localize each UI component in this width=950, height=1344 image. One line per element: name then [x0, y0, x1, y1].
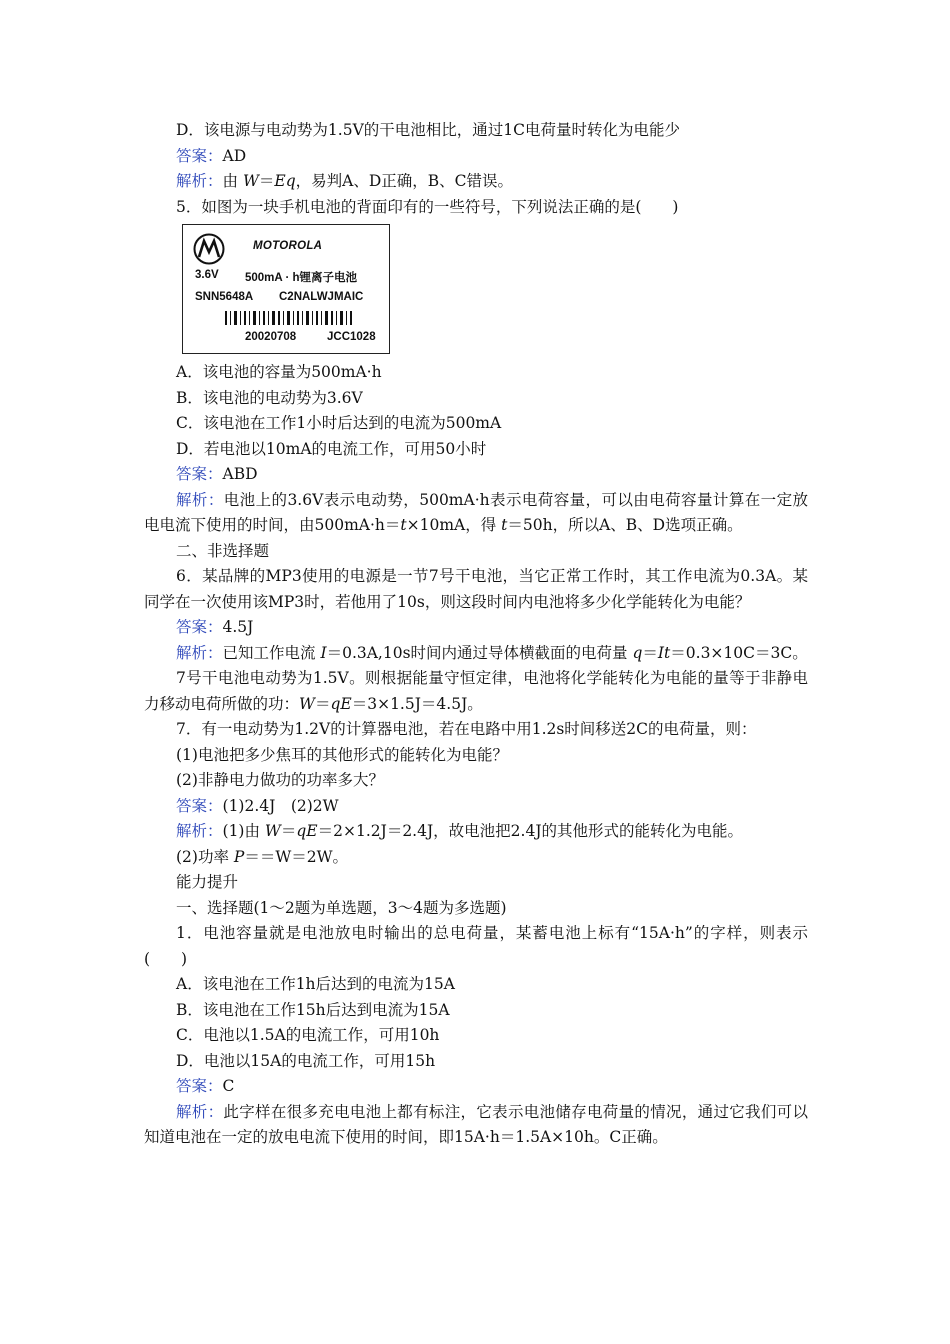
var: P	[233, 847, 245, 866]
text: 由	[222, 172, 243, 190]
q5-answer	[144, 462, 808, 488]
explanation-label: 解析：	[176, 643, 223, 662]
section-heading: 二、非选择题	[176, 541, 270, 560]
text: ＝	[280, 822, 297, 840]
var: W	[264, 822, 281, 840]
label-code: JCC1028	[327, 331, 376, 343]
var: It	[657, 643, 671, 662]
answer-label: 答案：	[176, 146, 223, 165]
q5-option-b: B．该电池的电动势为3.6V	[176, 388, 363, 407]
var: q	[632, 643, 643, 662]
var: Eq	[274, 172, 296, 190]
q5-option-d: D．若电池以10mA的电流工作，可用50小时	[176, 439, 487, 458]
text: ＝0.3×10C＝3C。	[670, 643, 808, 662]
text: (1)由	[222, 822, 265, 840]
q7-answer	[144, 794, 808, 820]
answer-value: C	[222, 1077, 235, 1095]
p1-explanation	[144, 1100, 808, 1151]
text: 已知工作电流	[222, 643, 321, 662]
var: W	[299, 694, 315, 713]
q4-answer	[144, 144, 808, 170]
answer-value: 4.5J	[222, 618, 254, 636]
p1-option-a: A．该电池在工作1h后达到的电流为15A	[176, 975, 455, 993]
q5-explanation	[144, 488, 808, 539]
text: 7号干电池电动势为1.5V。则根据能量守恒定律，电池将化学能转化为电能的量等于非静电力移动电荷所做的功：	[144, 669, 808, 713]
label-capacity: 500mA · h锂离子电池	[245, 272, 358, 284]
var: t	[501, 516, 508, 534]
answer-value: ABD	[222, 465, 258, 483]
label-brand: MOTOROLA	[253, 240, 323, 252]
label-serial: C2NALWJMAIC	[279, 291, 364, 303]
q4-explanation	[144, 169, 808, 195]
q6-answer	[144, 615, 808, 641]
q7-part-2: (2)非静电力做功的功率多大？	[176, 771, 384, 789]
p1-option-c: C．电池以1.5A的电流工作，可用10h	[176, 1026, 440, 1044]
q7-explanation	[144, 819, 808, 845]
text: 此字样在很多充电电池上都有标注，它表示电池储存电荷量的情况，通过它我们可以知道电池在一定的放电电流下使用的时间，即15A·h＝1.5A×10h。C正确。	[144, 1102, 808, 1146]
text: ＝	[314, 694, 331, 713]
p1-option-b: B．该电池在工作15h后达到电流为15A	[176, 1000, 450, 1019]
section-heading: 能力提升	[176, 873, 239, 891]
answer-value: (1)2.4J (2)2W	[222, 796, 339, 815]
text: ＝＝W＝2W。	[244, 847, 349, 866]
explanation-label: 解析：	[176, 1102, 224, 1121]
var: qE	[330, 694, 352, 713]
q6-stem: 6．某品牌的MP3使用的电源是一节7号干电池，当它正常工作时，其工作电流为0.3A。某同学在一次使用该MP3时，若他用了10s，则这段时间内电池将多少化学能转化为电能？	[144, 567, 808, 611]
text: ，易判A、D正确，B、C错误。	[295, 172, 514, 190]
q5-option-c: C．该电池在工作1小时后达到的电流为500mA	[176, 414, 502, 432]
text: (2)功率	[176, 847, 234, 866]
text: ＝3×1.5J＝4.5J。	[351, 694, 483, 713]
motorola-logo-icon	[193, 233, 225, 265]
text: ＝50h，所以A、B、D选项正确。	[507, 516, 743, 534]
text: 电池上的3.6V表示电动势，500mA·h表示电荷容量，可以由电荷容量计算在一定放电电流下使用的时间，由500mA·h＝	[144, 490, 808, 534]
subsection-heading: 一、选择题(1～2题为单选题，3～4题为多选题)	[176, 898, 507, 917]
p1-stem: 1．电池容量就是电池放电时输出的总电荷量，某蓄电池上标有“15A·h”的字样，则表示( )	[144, 924, 808, 968]
answer-label: 答案：	[176, 618, 223, 636]
q5-option-a: A．该电池的容量为500mA·h	[176, 363, 382, 381]
text: ＝	[258, 172, 275, 190]
label-date: 20020708	[245, 331, 297, 343]
answer-label: 答案：	[176, 796, 223, 815]
battery-label-figure	[182, 224, 390, 354]
q5-stem: 5．如图为一块手机电池的背面印有的一些符号，下列说法正确的是( )	[176, 197, 679, 216]
text: ×10mA，得	[406, 516, 502, 534]
q4-option-d: D．该电源与电动势为1.5V的干电池相比，通过1C电荷量时转化为电能少	[176, 121, 680, 139]
text: ＝0.3A,10s时间内通过导体横截面的电荷量	[326, 643, 633, 662]
barcode-icon	[225, 311, 355, 325]
p1-option-d: D．电池以15A的电流工作，可用15h	[176, 1051, 436, 1070]
answer-label: 答案：	[176, 1077, 223, 1095]
q7-part-1: (1)电池把多少焦耳的其他形式的能转化为电能？	[176, 745, 508, 764]
explanation-label: 解析：	[176, 822, 223, 840]
explanation-label: 解析：	[176, 172, 223, 190]
var: t	[400, 516, 407, 534]
label-model: SNN5648A	[195, 291, 254, 303]
answer-label: 答案：	[176, 465, 223, 483]
p1-answer	[144, 1074, 808, 1100]
text: ＝2×1.2J＝2.4J，故电池把2.4J的其他形式的能转化为电能。	[317, 822, 744, 840]
answer-value: AD	[222, 146, 247, 165]
label-voltage: 3.6V	[195, 269, 219, 281]
q6-explanation	[144, 641, 808, 667]
var: W	[242, 172, 259, 190]
document-page	[144, 118, 808, 1151]
q7-stem: 7．有一电动势为1.2V的计算器电池，若在电路中用1.2s时间移送2C的电荷量，则：	[176, 720, 757, 738]
var: I	[320, 643, 327, 662]
q7-explanation-2	[144, 845, 808, 871]
text: ＝	[642, 643, 658, 662]
var: qE	[296, 822, 318, 840]
q6-explanation-2	[144, 666, 808, 717]
explanation-label: 解析：	[176, 490, 224, 509]
